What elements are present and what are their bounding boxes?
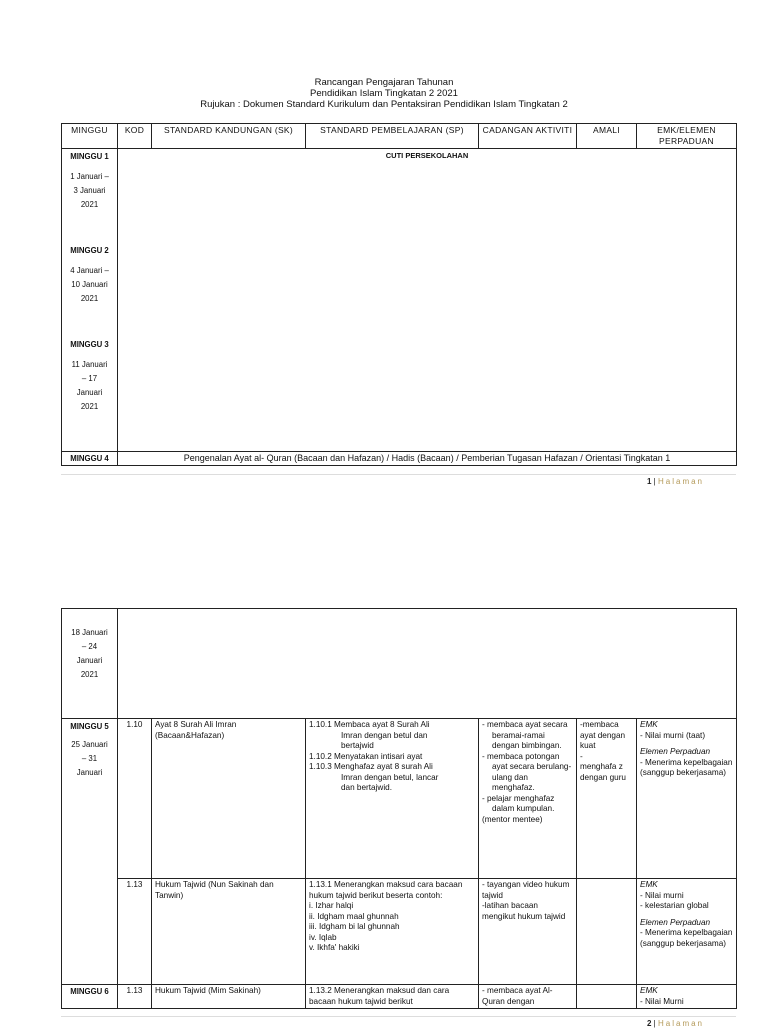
sk-cell: Hukum Tajwid (Mim Sakinah) bbox=[152, 985, 306, 1009]
week-label: MINGGU 3 bbox=[70, 340, 109, 349]
aktiviti-item: - pelajar menghafaz dalam kumpulan. bbox=[482, 793, 555, 813]
week-label: MINGGU 4 bbox=[62, 452, 118, 466]
elemen-perpaduan-title: Elemen Perpaduan bbox=[640, 917, 711, 927]
kod-cell: 1.13 bbox=[118, 985, 152, 1009]
footer-separator: | bbox=[653, 1019, 656, 1028]
table-row bbox=[62, 609, 737, 719]
amali-cell bbox=[577, 879, 637, 985]
kod-cell: 1.13 bbox=[118, 879, 152, 985]
week-date: 25 Januari bbox=[71, 740, 108, 749]
table-row bbox=[62, 985, 737, 1009]
amali-item: - bbox=[580, 751, 583, 761]
page-footer bbox=[647, 477, 704, 486]
aktiviti-cell bbox=[479, 719, 577, 879]
emk-cell bbox=[637, 879, 737, 985]
emk-title: EMK bbox=[640, 880, 658, 889]
week-continuation-cell bbox=[62, 609, 118, 719]
sp-item: i. Izhar halqi bbox=[309, 901, 354, 910]
week-date: 2021 bbox=[80, 670, 99, 679]
sp-item: ii. Idgham maal ghunnah bbox=[309, 911, 399, 921]
col-emk: EMK/ELEMEN PERPADUAN bbox=[637, 124, 737, 149]
aktiviti-item: - membaca ayat secara beramai-ramai dengan bimbingan. bbox=[482, 720, 568, 750]
week-date: 11 Januari bbox=[71, 360, 108, 369]
col-amali: AMALI bbox=[577, 124, 637, 149]
footer-divider bbox=[61, 474, 736, 475]
header-title: Rancangan Pengajaran Tahunan bbox=[314, 77, 454, 88]
aktiviti-item: - membaca potongan ayat secara berulang-ulang dan menghafaz. bbox=[482, 751, 572, 792]
footer-word: Halaman bbox=[657, 477, 704, 486]
amali-item: -membaca ayat dengan kuat bbox=[580, 720, 626, 750]
emk-value: - Nilai murni bbox=[640, 890, 684, 900]
table-row bbox=[62, 452, 737, 466]
week-label: MINGGU 5 bbox=[70, 722, 109, 731]
week-date: – 31 bbox=[81, 754, 98, 763]
week-date: 1 Januari – bbox=[70, 172, 109, 181]
emk-cell bbox=[637, 719, 737, 879]
sp-item: iii. Idgham bi lal ghunnah bbox=[309, 922, 400, 931]
table-row bbox=[62, 879, 737, 985]
sp-item: iv. Iqlab bbox=[309, 932, 337, 942]
sp-item: 1.10.3 Menghafaz ayat 8 surah Ali bbox=[309, 762, 433, 771]
sp-cell bbox=[306, 879, 479, 985]
elemen-perpaduan-title: Elemen Perpaduan bbox=[640, 747, 711, 756]
amali-item: menghafa z dengan guru bbox=[580, 762, 626, 782]
amali-cell bbox=[577, 985, 637, 1009]
week-date: 10 Januari bbox=[71, 280, 108, 289]
week-date: 2021 bbox=[80, 294, 99, 303]
emk-value: - Nilai murni (taat) bbox=[640, 730, 706, 740]
week-date: 3 Januari bbox=[73, 186, 106, 195]
sp-item: v. Ikhfa' hakiki bbox=[309, 943, 360, 952]
table-row bbox=[62, 149, 737, 452]
emk-cell bbox=[637, 985, 737, 1009]
table-row bbox=[62, 719, 737, 879]
sp-item: 1.10.1 Membaca ayat 8 Surah Ali bbox=[309, 720, 430, 729]
footer-divider bbox=[61, 1016, 736, 1017]
week-cell-1-3 bbox=[62, 149, 118, 452]
week-date: 4 Januari – bbox=[70, 266, 109, 275]
header-reference: Rujukan : Dokumen Standard Kurikulum dan Pentaksiran Pendidikan Islam Tingkatan 2 bbox=[200, 99, 568, 110]
emk-title: EMK bbox=[640, 720, 658, 729]
col-sp: STANDARD PEMBELAJARAN (SP) bbox=[306, 124, 479, 149]
week-label: MINGGU 6 bbox=[62, 985, 118, 1009]
week-label: MINGGU 2 bbox=[70, 246, 109, 255]
header-subtitle: Pendidikan Islam Tingkatan 2 2021 bbox=[310, 88, 458, 99]
amali-cell bbox=[577, 719, 637, 879]
page-number: 2 bbox=[646, 1019, 652, 1028]
emk-value: - kelestarian global bbox=[640, 901, 709, 910]
table-header-row bbox=[62, 124, 737, 149]
sp-item: Imran dengan betul dan bbox=[341, 730, 428, 740]
document-header bbox=[0, 77, 768, 110]
sk-cell: Hukum Tajwid (Nun Sakinah dan Tanwin) bbox=[152, 879, 306, 985]
footer-separator: | bbox=[653, 477, 656, 486]
week-date: Januari bbox=[76, 768, 103, 777]
footer-word: Halaman bbox=[657, 1019, 704, 1028]
col-kod: KOD bbox=[118, 124, 152, 149]
aktiviti-item: - tayangan video hukum tajwid bbox=[482, 880, 570, 900]
col-minggu: MINGGU bbox=[62, 124, 118, 149]
week-label: MINGGU 1 bbox=[70, 152, 109, 161]
sp-cell bbox=[306, 719, 479, 879]
sp-item: Imran dengan betul, lancar bbox=[341, 772, 439, 782]
week-date: 18 Januari bbox=[71, 628, 108, 637]
emk-title: EMK bbox=[640, 986, 658, 995]
empty-cell bbox=[118, 609, 737, 719]
week-date: Januari bbox=[76, 388, 103, 397]
rpt-table-page-2 bbox=[61, 608, 737, 1009]
sp-cell: 1.13.2 Menerangkan maksud dan cara bacaan hukum tajwid berikut bbox=[306, 985, 479, 1009]
sp-item: dan bertajwid. bbox=[341, 783, 392, 792]
sp-item: bertajwid bbox=[341, 741, 374, 750]
sk-cell: Ayat 8 Surah Ali Imran (Bacaan&Hafazan) bbox=[152, 719, 306, 879]
sp-item: 1.13.1 Menerangkan maksud cara bacaan hukum tajwid berikut beserta contoh: bbox=[309, 880, 463, 900]
kod-cell: 1.10 bbox=[118, 719, 152, 879]
aktiviti-item: (mentor mentee) bbox=[482, 814, 543, 824]
col-aktiviti: CADANGAN AKTIVITI bbox=[479, 124, 577, 149]
elemen-perpaduan-value: - Menerima kepelbagaian (sanggup bekerjasama) bbox=[640, 928, 733, 948]
week-date: 2021 bbox=[80, 402, 99, 411]
week-date: – 17 bbox=[81, 374, 98, 383]
rpt-table-page-1 bbox=[61, 123, 737, 466]
week-cell-5 bbox=[62, 719, 118, 985]
emk-value: - Nilai Murni bbox=[640, 996, 684, 1006]
page-number: 1 bbox=[646, 477, 652, 486]
orientation-cell: Pengenalan Ayat al- Quran (Bacaan dan Hafazan) / Hadis (Bacaan) / Pemberian Tugasan Hafazan / Orientasi Tingkatan 1 bbox=[118, 452, 737, 466]
holiday-cell: CUTI PERSEKOLAHAN bbox=[118, 149, 737, 452]
elemen-perpaduan-value: - Menerima kepelbagaian (sanggup bekerjasama) bbox=[640, 757, 733, 777]
week-date: Januari bbox=[76, 656, 103, 665]
week-date: 2021 bbox=[80, 200, 99, 209]
col-sk: STANDARD KANDUNGAN (SK) bbox=[152, 124, 306, 149]
aktiviti-cell: - membaca ayat Al-Quran dengan bbox=[479, 985, 577, 1009]
week-date: – 24 bbox=[81, 642, 98, 651]
sp-item: 1.10.2 Menyatakan intisari ayat bbox=[309, 751, 423, 761]
aktiviti-item: -latihan bacaan mengikut hukum tajwid bbox=[482, 901, 566, 921]
aktiviti-cell bbox=[479, 879, 577, 985]
